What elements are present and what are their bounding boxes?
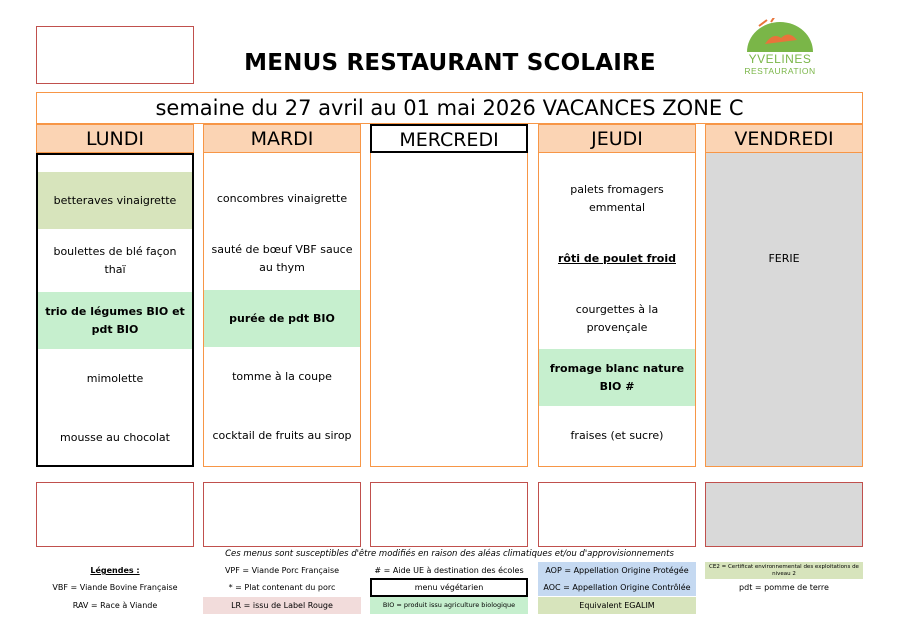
menu-item-starter: palets fromagers emmental	[570, 182, 664, 214]
disclaimer: Ces menus sont susceptibles d'être modifiés en raison des aléas climatiques et/ou d'approvisionnements	[225, 549, 674, 559]
menu-item-main: boulettes de blé façon thaï	[53, 244, 177, 276]
extra-box-vendredi	[705, 482, 863, 547]
menu-item-dessert: cocktail de fruits au sirop	[212, 429, 352, 442]
day-menu	[203, 153, 361, 467]
legend-aoc: AOC = Appellation Origine Contrôlée	[538, 579, 696, 596]
day-column-lundi	[36, 124, 194, 467]
brand-subtitle: RESTAURATION	[744, 66, 816, 76]
menu-item-starter: concombres vinaigrette	[216, 191, 348, 205]
legend-aop: AOP = Appellation Origine Protégée	[538, 562, 696, 579]
legend-rav: RAV = Race à Viande	[72, 601, 158, 610]
menu-item-main	[539, 227, 695, 290]
legend-title-text: Légendes :	[90, 566, 140, 575]
menu-item-side: courgettes à la provençale	[575, 302, 659, 334]
day-column-mercredi	[370, 124, 528, 467]
day-menu	[370, 153, 528, 467]
extra-box-jeudi	[538, 482, 696, 547]
day-column-vendredi	[705, 124, 863, 467]
legend	[36, 562, 863, 614]
legend-porc: * = Plat contenant du porc	[228, 583, 336, 592]
menu-item-dessert: fraises (et sucre)	[570, 429, 664, 442]
day-header: MERCREDI	[370, 124, 528, 153]
menu-item-main: sauté de bœuf VBF sauce au thym	[211, 242, 353, 274]
legend-egalim: Equivalent EGALIM	[538, 597, 696, 614]
menu-item-cheese: mimolette	[86, 372, 144, 385]
legend-vegetarian: menu végétarien	[370, 578, 528, 597]
page-title: MENUS RESTAURANT SCOLAIRE	[244, 50, 656, 76]
menu-item-main-text: rôti de poulet froid	[558, 251, 676, 265]
brand-name: YVELINES	[748, 52, 812, 66]
day-header: MARDI	[203, 124, 361, 153]
menu-item-cheese: tomme à la coupe	[232, 370, 332, 383]
day-menu	[705, 153, 863, 467]
legend-vpf: VPF = Viande Porc Française	[224, 566, 340, 575]
holiday-label: FERIE	[768, 251, 800, 265]
menu-item-side: purée de pdt BIO	[204, 290, 360, 347]
week-banner: semaine du 27 avril au 01 mai 2026 VACANCES ZONE C	[36, 92, 863, 124]
legend-ce2: CE2 = Certificat environnemental des exploitations de niveau 2	[705, 562, 863, 579]
menu-item-dessert: mousse au chocolat	[60, 431, 170, 444]
brand-logo	[725, 18, 835, 80]
legend-title	[36, 562, 194, 579]
extra-box-lundi	[36, 482, 194, 547]
day-menu	[538, 153, 696, 467]
day-menu	[36, 153, 194, 467]
legend-ue: # = Aide UE à destination des écoles	[374, 566, 524, 575]
day-header: VENDREDI	[705, 124, 863, 153]
menu-item-cheese: fromage blanc nature BIO #	[539, 349, 695, 406]
day-header: LUNDI	[36, 124, 194, 153]
brand-emblem-icon	[737, 18, 823, 54]
logo-placeholder-box	[36, 26, 194, 84]
legend-bio: BIO = produit issu agriculture biologique	[370, 597, 528, 614]
menu-item-side: trio de légumes BIO et pdt BIO	[38, 292, 192, 349]
legend-lr: LR = issu de Label Rouge	[203, 597, 361, 614]
extra-box-mardi	[203, 482, 361, 547]
extra-box-mercredi	[370, 482, 528, 547]
legend-pdt: pdt = pomme de terre	[739, 583, 829, 592]
day-column-mardi	[203, 124, 361, 467]
day-header: JEUDI	[538, 124, 696, 153]
legend-vbf: VBF = Viande Bovine Française	[52, 583, 178, 592]
menu-item-starter: betteraves vinaigrette	[38, 172, 192, 229]
day-column-jeudi	[538, 124, 696, 467]
